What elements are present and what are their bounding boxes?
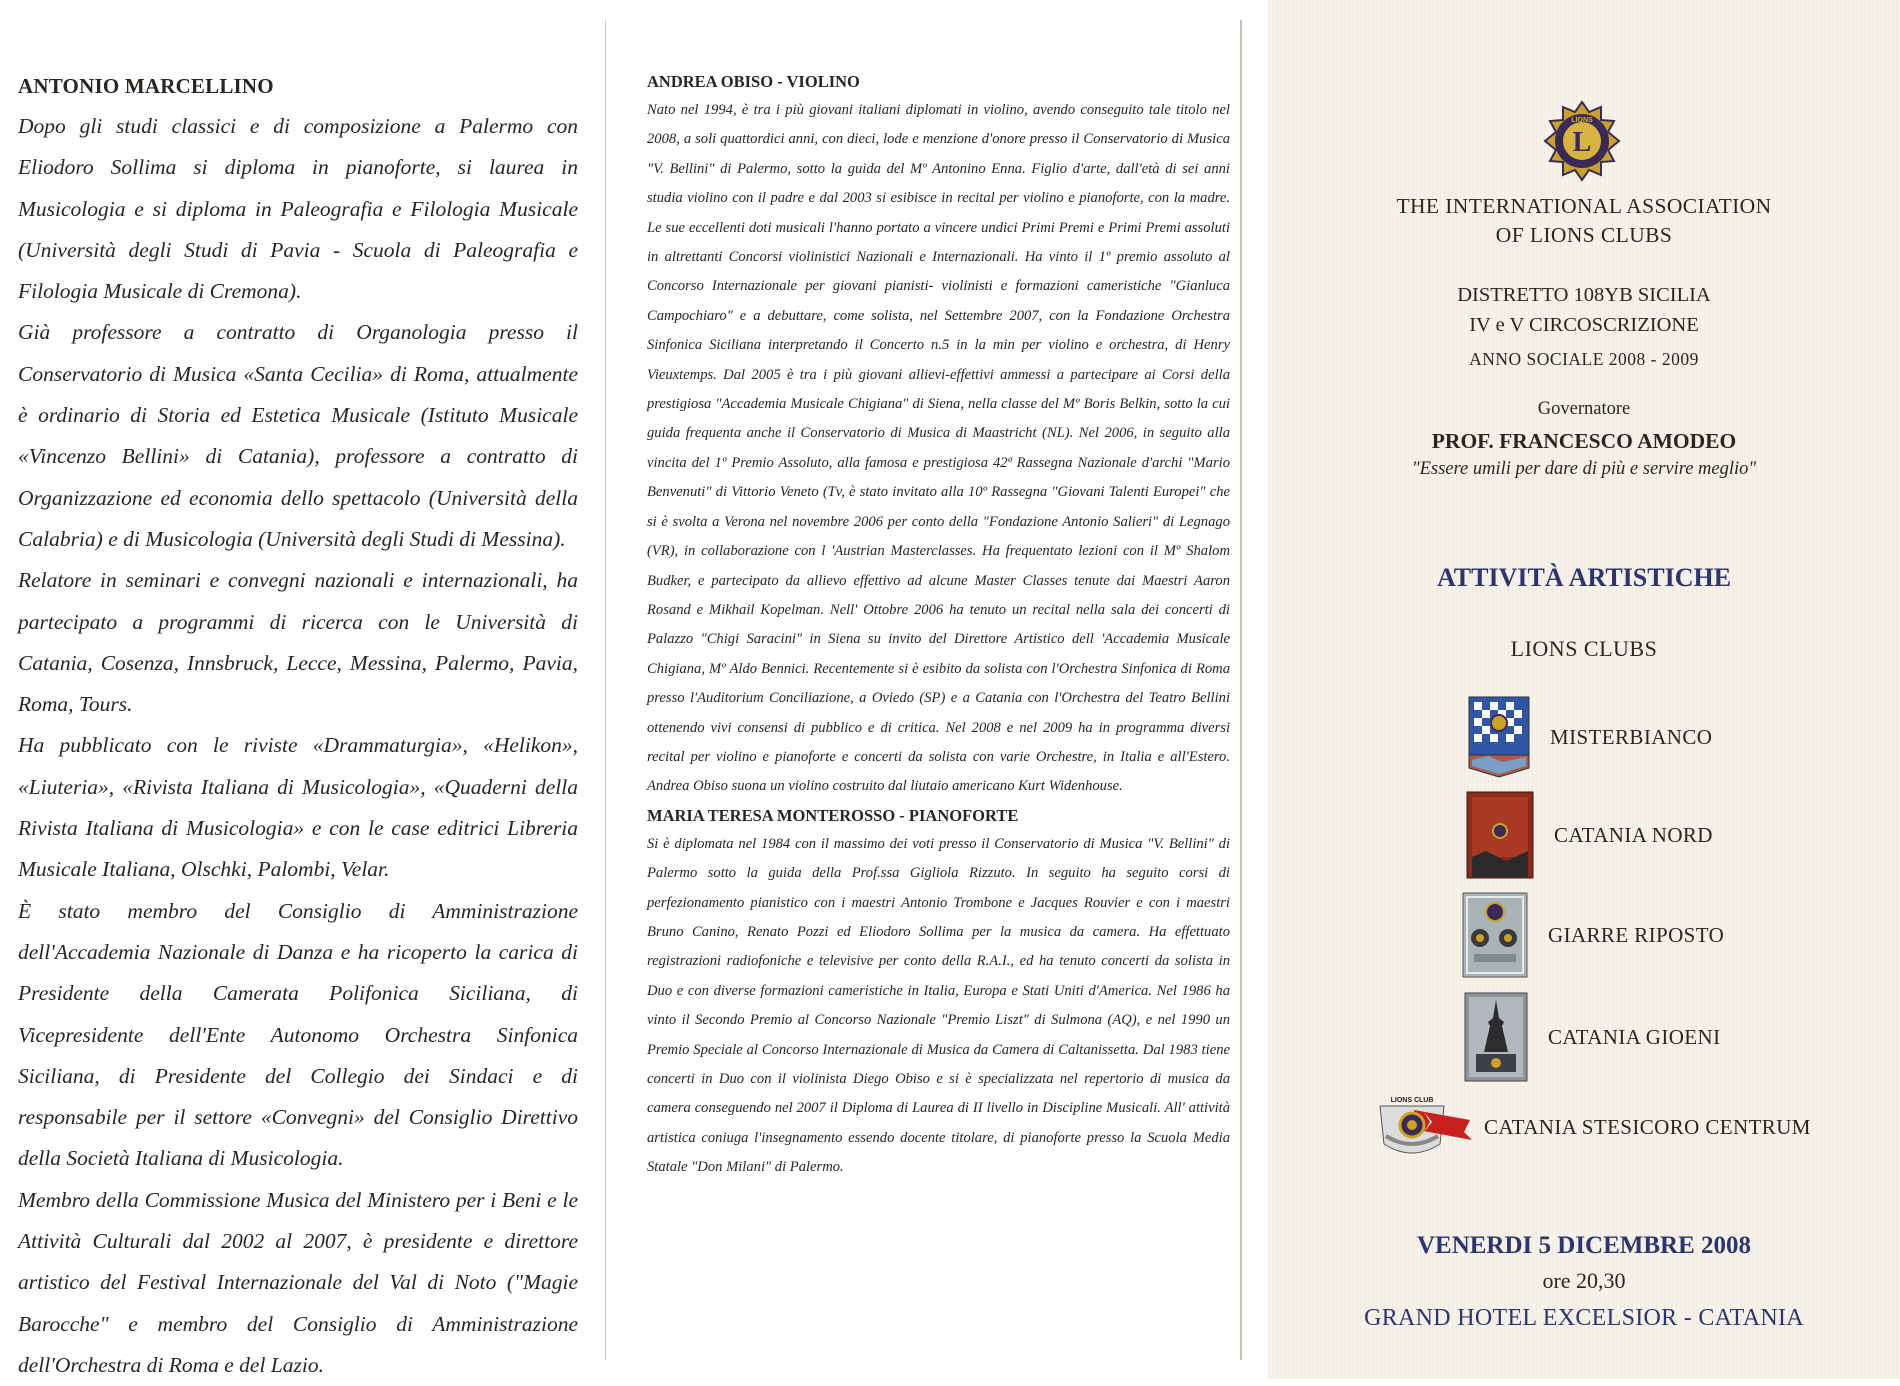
bio-paragraph: È stato membro del Consiglio di Amministrazione dell'Accademia Nazionale di Danza e ha ricoperto la carica di Presidente della Camerata Polifonica Siciliana, di Vicepresidente dell'Ente Autonomo Orchestra Sinfonica Siciliana, di Presidente del Collegio dei Sindaci e di responsabile per il settore «Convegni» del Consiglio Direttivo della Società Italiana di Musicologia. — [18, 898, 578, 1171]
bio-paragraph: Ha pubblicato con le riviste «Drammaturgia», «Helikon», «Liuteria», «Rivista Italiana di Musicologia», «Quaderni della Rivista Italiana di Musicologia» e con le case editrici Libreria Musicale Italiana, Olschki, Palombi, Velar. — [18, 733, 578, 882]
panel-antonio-marcellino — [0, 0, 600, 1379]
bio-heading-marcellino: ANTONIO MARCELLINO — [18, 74, 274, 98]
bio-text-obiso: Nato nel 1994, è tra i più giovani italiani diplomati in violino, avendo conseguito tale titolo nel 2008, a soli quattordici anni, con dieci, lode e menzione d'onore presso il Conservatorio di Musica "V. Bellini" di Palermo, sotto la guida del Mº Antonino Enna. Figlio d'arte, dall'età di sei anni studia violino con il padre e dal 2003 si esibisce in recital per violino e pianoforte, con la madre. Le sue eccellenti doti musicali l'hanno portato a vincere undici Primi Premi e Primi Premi assoluti in altrettanti Concorsi violinistici Nazionali e Internazionali. Ha vinto il 1º premio assoluto al Concorso Internazionale per giovani pianisti- violinisti e formazioni cameristiche "Gianluca Campochiaro" e a debuttare, come solista, nel Settembre 2007, con la Fondazione Orchestra Sinfonica Siciliana interpretando il Concerto n.5 in la min per violino e orchestra, di Henry Vieuxtemps. Dal 2005 è tra i più giovani allievi-effettivi ammessi a partecipare ai Corsi della prestigiosa "Accademia Musicale Chigiana" di Siena, nella classe del Mº Boris Belkin, sotto la cui guida frequenta anche il Conservatorio di Musica di Maastricht (NL). Nel 2006, in seguito alla vincita del 1º Premio Assoluto, alla famosa e prestigiosa 42ª Rassegna Nazionale d'archi "Mario Benvenuti" di Vittorio Veneto (Tv, è stato invitato alla 10º Rassegna "Giovani Talenti Europei" che si è svolta a Verona nel novembre 2006 per conto della "Fondazione Antonio Salieri" di Legnago (VR), in collaborazione con l 'Austrian Masterclasses. Ha frequentato lezioni con il Mº Shalom Budker, e partecipato da allievo effettivo ad alcune Master Classes tenute dai Maestri Aaron Rosand e Mikhail Kopelman. Nell' Ottobre 2006 ha tenuto un recital nella sala dei concerti di Palazzo "Chigi Saracini" in Siena su invito del Direttore Artistico dell 'Accademia Musicale Chigiana, Mº Aldo Bennici. Recentemente si è esibito da solista con l'Orchestra Sinfonica di Roma presso l'Auditorium Conciliazione, a Oviedo (SP) e a Catania con l'Orchestra del Teatro Bellini ottenendo vivi consensi di pubblico e di critica. Nel 2008 e nel 2009 ha in programma diversi recital per violino e pianoforte e concerti da solista con varie Orchestre, in Italia e all'Estero. Andrea Obiso suona un violino costruito dal liutaio americano Kurt Widenhouse. — [647, 102, 1230, 795]
association-line: OF LIONS CLUBS — [1495, 223, 1673, 247]
district-info — [1268, 280, 1900, 340]
bio-heading-monterosso: MARIA TERESA MONTEROSSO - PIANOFORTE — [647, 805, 1019, 825]
club-item-catania-gioeni — [1464, 992, 1720, 1082]
bio-text-monterosso: Si è diplomata nel 1984 con il massimo dei voti presso il Conservatorio di Musica "V. Bellini" di Palermo sotto la guida della Prof.ssa Gigliola Rizzuto. In seguito ha seguito corsi di perfezionamento pianistico con i maestri Antonio Trombone e Jacques Rouvier e con i maestri Bruno Canino, Renato Pozzi ed Eliodoro Sollima per la musica da camera. Ha effettuato registrazioni radiofoniche e televisive per conto della R.A.I., ed ha tenuto concerti da solista in Duo e con diverse formazioni cameristiche in Italia, Europa e Stati Uniti d'America. Nel 1986 ha vinto il Secondo Premio al Concorso Nazionale "Premio Liszt" di Sulmona (AQ), e nel 1990 un Premio Speciale al Concorso Internazionale di Musica da Camera di Caltanissetta. Dal 1983 tiene concerti in Duo con il violinista Diego Obiso e si è specializzata nel repertorio di musica da camera conseguendo nel 2007 il Diploma di Laurea di II livello in Discipline Musicali. All' attività artistica coniuga l'insegnamento essendo docente titolare, di pianoforte presso la Scuola Media Statale "Don Milani" di Palermo. — [647, 835, 1230, 1176]
association-line: THE INTERNATIONAL ASSOCIATION — [1396, 194, 1772, 218]
bio-paragraph: Relatore in seminari e convegni nazionali e internazionali, ha partecipato a programmi di ricerca con le Università di Catania, Cosenza, Innsbruck, Lecce, Messina, Palermo, Pavia, Roma, Tours. — [18, 568, 578, 717]
lions-logo-letter: L — [1572, 127, 1592, 158]
club-name: CATANIA GIOENI — [1548, 1024, 1721, 1049]
catania-gioeni-crest-icon — [1464, 992, 1528, 1082]
association-name — [1268, 192, 1900, 250]
lions-logo-icon — [1539, 98, 1625, 184]
club-item-catania-nord — [1466, 791, 1713, 879]
governor-name: PROF. FRANCESCO AMODEO — [1431, 429, 1737, 453]
club-name: GIARRE RIPOSTO — [1548, 922, 1725, 947]
governor-label: Governatore — [1537, 399, 1631, 419]
giarre-riposto-crest-icon — [1462, 892, 1528, 978]
district-line: IV e V CIRCOSCRIZIONE — [1469, 314, 1699, 336]
stesicoro-crest-label: LIONS CLUB — [1390, 1097, 1434, 1104]
clubs-label: LIONS CLUBS — [1510, 636, 1658, 661]
club-name: CATANIA STESICORO CENTRUM — [1484, 1114, 1811, 1139]
club-item-giarre-riposto — [1462, 892, 1724, 978]
misterbianco-crest-icon — [1468, 696, 1530, 778]
fold-line-middle — [1240, 20, 1242, 1360]
governor-motto: "Essere umili per dare di più e servire meglio" — [1411, 459, 1757, 479]
bio-heading-obiso: ANDREA OBISO - VIOLINO — [647, 72, 860, 91]
panel-performers — [610, 0, 1240, 1379]
event-date: VENERDI 5 DICEMBRE 2008 — [1416, 1232, 1752, 1259]
event-time: ore 20,30 — [1542, 1268, 1626, 1293]
social-year: ANNO SOCIALE 2008 - 2009 — [1469, 349, 1699, 369]
club-name: MISTERBIANCO — [1550, 724, 1713, 749]
club-name: CATANIA NORD — [1554, 822, 1713, 847]
event-venue: GRAND HOTEL EXCELSIOR - CATANIA — [1364, 1305, 1804, 1331]
catania-nord-crest-icon — [1466, 791, 1534, 879]
club-item-misterbianco — [1468, 696, 1712, 778]
event-title: ATTIVITÀ ARTISTICHE — [1436, 563, 1732, 592]
district-line: DISTRETTO 108YB SICILIA — [1457, 284, 1711, 306]
panel-cover — [1268, 0, 1900, 1379]
bio-paragraph: Membro della Commissione Musica del Ministero per i Beni e le Attività Culturali dal 2002 al 2007, è presidente e direttore artistico del Festival Internazionale del Val di Noto ("Magie Barocche" e membro del Consiglio di Amministrazione dell'Orchestra di Roma e del Lazio. — [18, 1187, 578, 1377]
club-item-catania-stesicoro-centrum — [1374, 1092, 1811, 1162]
bio-paragraph: Già professore a contratto di Organologia presso il Conservatorio di Musica «Santa Cecilia» di Roma, attualmente è ordinario di Storia ed Estetica Musicale (Istituto Musicale «Vincenzo Bellini» di Catania), professore a contratto di Organizzazione ed economia dello spettacolo (Università della Calabria) e di Musicologia (Università degli Studi di Messina). — [18, 320, 578, 551]
lions-logo-ring-text: LIONS — [1571, 117, 1593, 124]
catania-stesicoro-centrum-crest-icon — [1374, 1092, 1474, 1162]
fold-line-left — [605, 20, 606, 1360]
bio-paragraph: Dopo gli studi classici e di composizione a Palermo con Eliodoro Sollima si diploma in pianoforte, si laurea in Musicologia e si diploma in Paleografia e Filologia Musicale (Università degli Studi di Pavia - Scuola di Paleografia e Filologia Musicale di Cremona). — [18, 114, 578, 304]
